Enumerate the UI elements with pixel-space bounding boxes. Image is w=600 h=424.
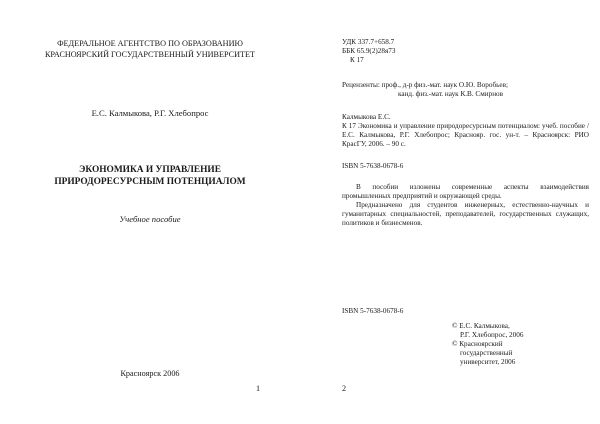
agency-name: ФЕДЕРАЛЬНОЕ АГЕНТСТВО ПО ОБРАЗОВАНИЮ — [57, 39, 243, 48]
bibliographic-record — [342, 113, 589, 149]
publisher-block — [30, 39, 270, 60]
copyright-block — [452, 322, 582, 367]
udk-code: УДК 337.7+658.7 — [342, 38, 395, 46]
authors: Е.С. Калмыкова, Р.Г. Хлебопрос — [91, 108, 209, 118]
copyright-line: © Е.С. Калмыкова, — [452, 322, 510, 330]
author-mark: К 17 — [350, 56, 364, 65]
isbn-bottom: ISBN 5-7638-0678-6 — [342, 307, 404, 315]
page-number: 1 — [256, 384, 261, 393]
isbn-top: ISBN 5-7638-0678-6 — [342, 162, 404, 170]
book-title-line: ПРИРОДОРЕСУРСНЫМ ПОТЕНЦИАЛОМ — [54, 177, 246, 187]
reviewers — [342, 81, 582, 99]
copyright-line: Р.Г. Хлебопрос, 2006 — [460, 331, 524, 339]
university-name: КРАСНОЯРСКИЙ ГОСУДАРСТВЕННЫЙ УНИВЕРСИТЕТ — [44, 49, 256, 59]
copyright-line: государственный — [460, 349, 513, 357]
annotation-paragraph: Предназначено для студентов инженерных, естественно-научных и гуманитарных специальностей, преподавателей, государственных служащих, политиков и бизнесменов. — [342, 201, 589, 227]
biblio-author: Калмыкова Е.С. — [342, 113, 391, 121]
book-title-line: ЭКОНОМИКА И УПРАВЛЕНИЕ — [79, 165, 221, 175]
copyright-line: © Красноярский — [452, 340, 503, 348]
annotation — [342, 183, 589, 228]
annotation-paragraph: В пособии изложены современные аспекты взаимодействия промышленных предприятий и окружающей среды. — [342, 183, 589, 200]
imprint-page — [300, 0, 600, 424]
reviewers-line: канд. физ.-мат. наук К.В. Смирнов — [398, 90, 504, 99]
bbk-code: ББК 65.9(2)28я73 — [342, 47, 396, 56]
book-title — [30, 164, 270, 188]
page-number: 2 — [342, 384, 347, 393]
city-year: Красноярск 2006 — [120, 369, 180, 378]
copyright-line: университет, 2006 — [460, 358, 516, 366]
biblio-text: К 17 Экономика и управление природоресурсным потенциалом: учеб. пособие / Е.С. Калмыкова, Р.Г. Хлебопрос; Краснояр. гос. ун-т. – Красноярск: РИО КрасГУ, 2006. – 90 с. — [342, 122, 589, 148]
reviewers-line: Рецензенты: проф., д-р физ.-мат. наук О.Ю. Воробьев; — [342, 81, 508, 89]
classification-codes — [342, 38, 396, 66]
book-subtitle: Учебное пособие — [119, 214, 181, 224]
